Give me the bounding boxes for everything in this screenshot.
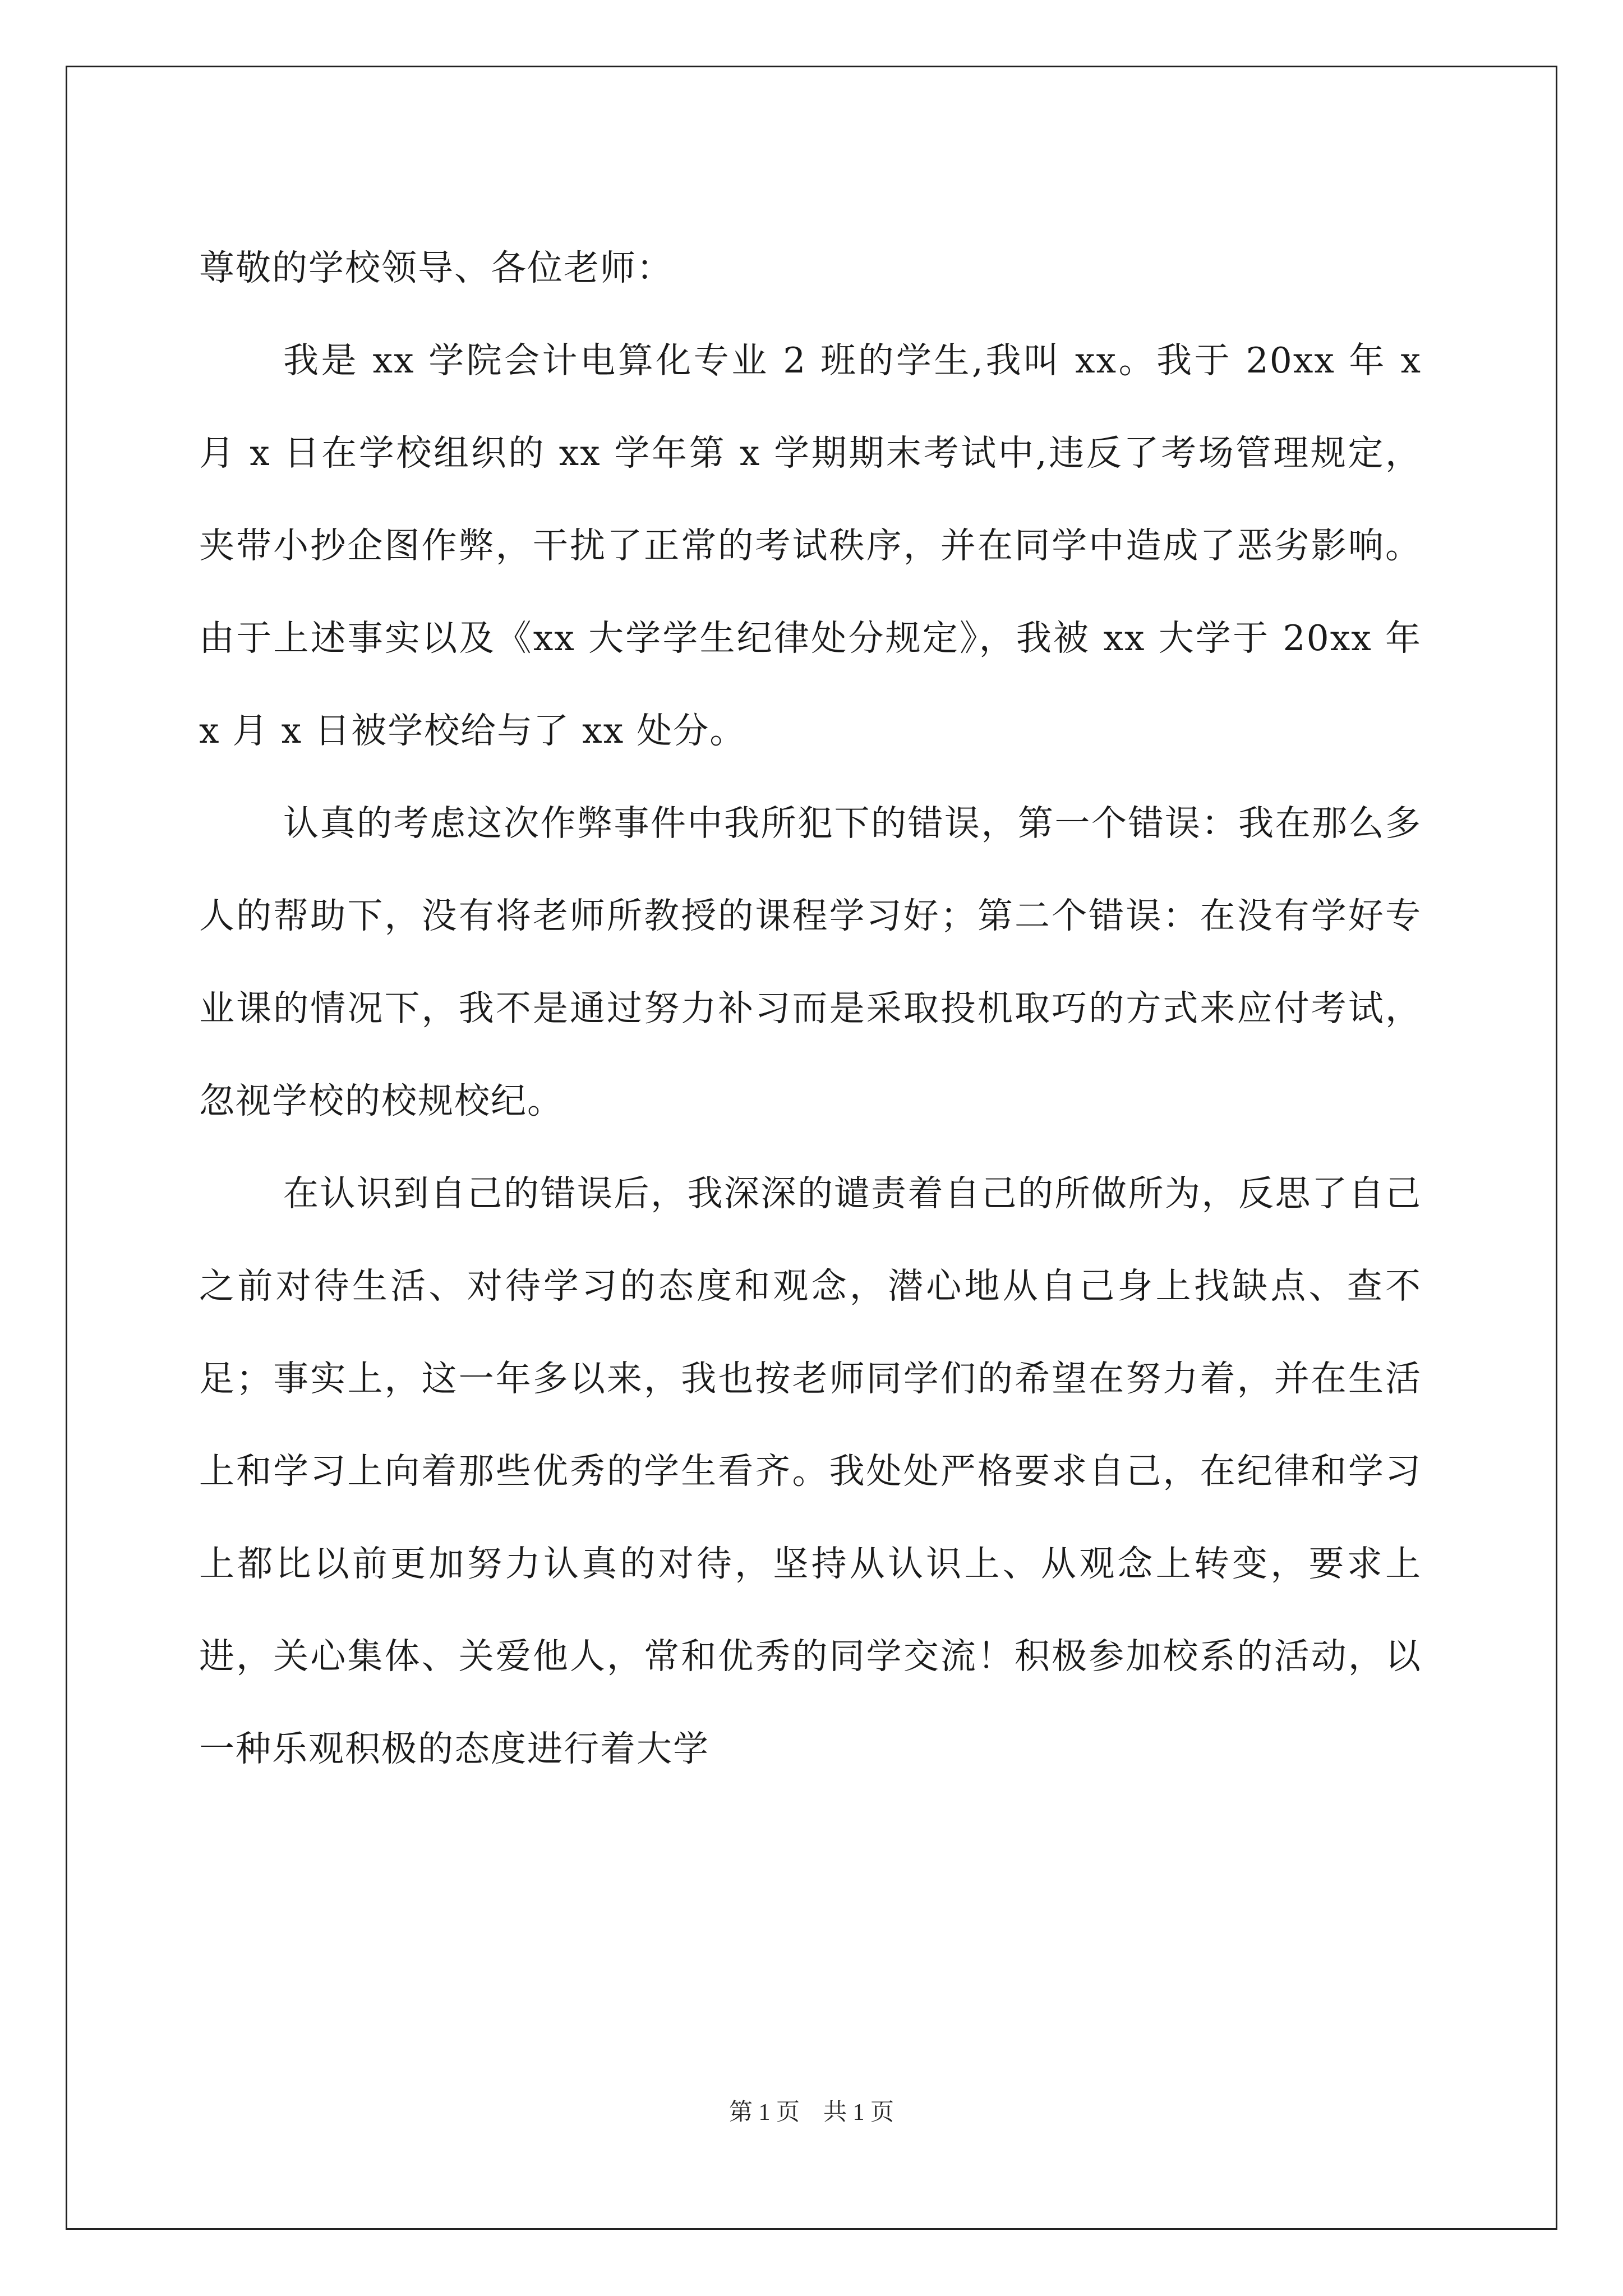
salutation: 尊敬的学校领导、各位老师： [199, 247, 673, 288]
page-total: 共 1 页 [823, 2100, 895, 2125]
paragraph-3: 在认识到自己的错误后，我深深的谴责着自己的所做所为，反思了自己之前对待生活、对待学习的态度和观念，潜心地从自己身上找缺点、查不足；事实上，这一年多以来，我也按老师同学们的希望在努力着，并在生活上和学习上向着那些优秀的学生看齐。我处处严格要求自己，在纪律和学习上都比以前更加努力认真的对待，坚持从认识上、从观念上转变，要求上进，关心集体、关爱他人，常和优秀的同学交流！积极参加校系的活动，以一种乐观积极的态度进行着大学 [199, 1173, 1422, 1769]
letter-body [199, 222, 1422, 1795]
paragraph-1: 我是 xx 学院会计电算化专业 2 班的学生,我叫 xx。我于 20xx 年 x 月 x 日在学校组织的 xx 学年第 x 学期期末考试中,违反了考场管理规定，夹带小抄企图作弊，干扰了正常的考试秩序，并在同学中造成了恶劣影响。由于上述事实以及《xx 大学学生纪律处分规定》，我被 xx 大学于 20xx 年 x 月 x 日被学校给与了 xx 处分。 [199, 340, 1422, 751]
page-number: 第 1 页 [728, 2100, 800, 2125]
paragraph-2: 认真的考虑这次作弊事件中我所犯下的错误，第一个错误：我在那么多人的帮助下，没有将老师所教授的课程学习好；第二个错误：在没有学好专业课的情况下，我不是通过努力补习而是采取投机取巧的方式来应付考试，忽视学校的校规校纪。 [199, 803, 1422, 1121]
page-footer [0, 2093, 1623, 2127]
